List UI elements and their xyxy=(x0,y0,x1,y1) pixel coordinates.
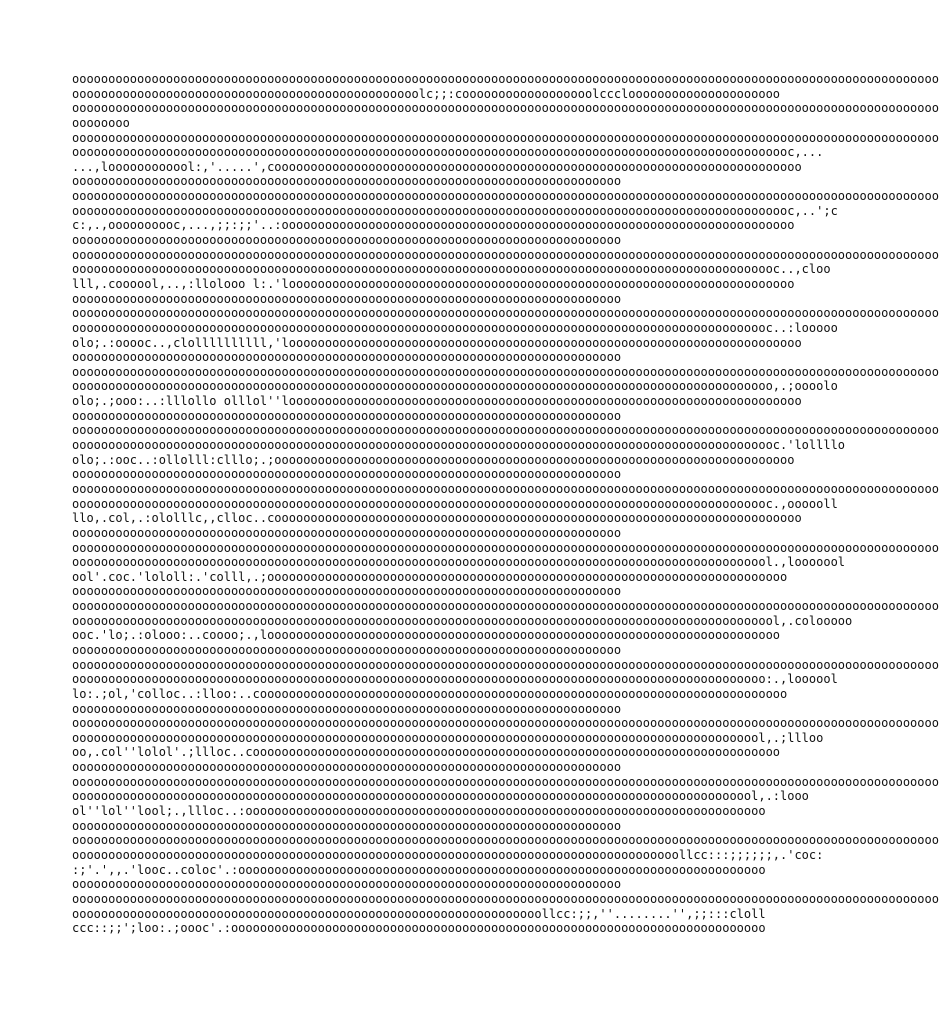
text-line: oooooooooooooooooooooooooooooooooooooooooooooooooooooooooooooooooooooooooooooooooooooooooooooooooc.'lollllo xyxy=(72,438,846,453)
text-line: ooooooooooooooooooooooooooooooooooooooooooooooooooooooooooooooooooooooooooooooooooooooooooooooool.,looooool xyxy=(72,555,846,570)
text-line: oooooooooooooooooooooooooooooooooooooooooooooooooooooooooooooooooooooooooooooooooooooooooooooooooooooooooooooooooooooooo xyxy=(72,540,939,555)
text-line: oooooooooooooooooooooooooooooooooooooooooooooooooooooooooooooooooooooooooooooooooooooooooooooooooooooooooooooooooooooooo xyxy=(72,716,939,731)
text-line: oooooooooooooooooooooooooooooooooooooooooooooooooooooooooooooooooooooooooooooooooooooooooooooooooooooooooooooooooooooooo xyxy=(72,130,939,145)
text-line: oooooooooooooooooooooooooooooooooooooooooooooooooooooooooooooooooooooooooooo xyxy=(72,291,622,306)
text-line: :;'.',,.'looc..coloc'.:ooooooooooooooooooooooooooooooooooooooooooooooooooooooooooooooooooooooooo xyxy=(72,862,766,877)
text-line: oooooooooooooooooooooooooooooooooooooooooooooooooooooooooooooooooooooooooooooooooooollcc:::;;;;;;,.'coc: xyxy=(72,847,824,862)
text-line: oooooooooooooooooooooooooooooooooooooooooooooooooooooooooooooooooooooooooooooooooooooooooooooooooooc,..';c xyxy=(72,203,838,218)
text-line: ooooooooooooooooooooooooooooooooooooooooooooooooooooooooooooooooooooooooooooooooooooooooooooooooc.,oooooll xyxy=(72,496,838,511)
text-line: oooooooooooooooooooooooooooooooooooooooooooooooooooooooooooooooooooooooooooooooooooooooooooooooooooooooooooooooooooooooo xyxy=(72,481,939,496)
text-line: oooooooooooooooooooooooooooooooooooooooooooooooooooooooooooooooooooooooooooooooooooooooooooooooooc..,cloo xyxy=(72,262,831,277)
text-line: oooooooooooooooooooooooooooooooooooooooooooooooooooooooooooooooooooooooooooo xyxy=(72,525,622,540)
text-line: oooooooooooooooooooooooooooooooooooooooooooooooooooooooooooooooooooooooooooooooooooooooooooooooool,.colooooo xyxy=(72,613,853,628)
text-line: ooooooooooooooooooooooooooooooooooooooooooooooooooooooooooooooooollcc:;;,''........'',;;:::cloll xyxy=(72,906,766,921)
text-line: oooooooooooooooooooooooooooooooooooooooooooooooooooooooooooooooooooooooooooooooooooooooooooooooooooooooooooooooooooooooo xyxy=(72,599,939,614)
text-line: oooooooooooooooooooooooooooooooooooooooooooooooooooooooooooooooooooooooooooo xyxy=(72,642,622,657)
text-line: oooooooooooooooooooooooooooooooooooooooooooooooooooooooooooooooooooooooooooo xyxy=(72,233,622,248)
text-line: olo;.;ooo:..:lllollo olllol''looooooooooooooooooooooooooooooooooooooooooooooooooooooooooooooooooooooo xyxy=(72,394,802,409)
text-line: lll,.coooool,..,:llolooo l:.'loooooooooooooooooooooooooooooooooooooooooooooooooooooooooooooooooooooo xyxy=(72,276,795,291)
text-line: oooooooooooooooooooooooooooooooooooooooooooooooooooooooooooooooooooooooooooooooooooooooooooooooooooooooooooooooooooooooo xyxy=(72,774,939,789)
text-line: oooooooooooooooooooooooooooooooooooooooooooooooooooooooooooooooooooooooooooooooooooooooooooooooooooooooooooooooooooooooo xyxy=(72,101,939,116)
text-line: oooooooooooooooooooooooooooooooooooooooooooooooooooooooooooooooooooooooooooo xyxy=(72,350,622,365)
text-line: oooooooooooooooooooooooooooooooooooooooooooooooooooooooooooooooooooooooooooooooooooooooooooooooo:.,loooool xyxy=(72,672,838,687)
text-line: oooooooooooooooooooooooooooooooooooooooooooooooooooooooooooooooooooooooooooooooooooooooooooooooooooc,... xyxy=(72,145,824,160)
text-line: oooooooooooooooooooooooooooooooooooooooooooooooooooooooooooooooooooooooooooooooooooooooooooooooooooooooooooooooooooooooo xyxy=(72,247,939,262)
text-line: oooooooooooooooooooooooooooooooooooooooooooooooooooooooooooooooooooooooooooooooooooooooooooooooooooooooooooooooooooooooo xyxy=(72,657,939,672)
text-line: oooooooooooooooooooooooooooooooooooooooooooooooooooooooooooooooooooooooooooooooooooooooooooooool,.;llloo xyxy=(72,730,824,745)
text-line: oooooooooooooooooooooooooooooooooooooooooooooooooooooooooooooooooooooooooooo xyxy=(72,760,622,775)
text-line: oo,.col''lolol'.;llloc..cooooooooooooooooooooooooooooooooooooooooooooooooooooooooooooooooooooooooo xyxy=(72,745,781,760)
text-line: llo,.col,.:ololllc,,clloc..cooooooooooooooooooooooooooooooooooooooooooooooooooooooooooooooooooooooooo xyxy=(72,511,802,526)
text-line: oooooooooooooooooooooooooooooooooooooooooooooooooooooooooooooooooooooooooooooooooooooooooooooooooooooooooooooooooooooooo xyxy=(72,423,939,438)
text-line: ol''lol''lool;.,llloc..:oooooooooooooooooooooooooooooooooooooooooooooooooooooooooooooooooooooooo xyxy=(72,804,766,819)
text-line: ooooooooooooooooooooooooooooooooooooooooooooooooooooooooooooooooooooooooooooooooooooooooooooool,.:looo xyxy=(72,789,809,804)
text-line: oooooooooooooooooooooooooooooooooooooooooooooooooooooooooooooooooooooooooooo xyxy=(72,701,622,716)
text-line: ccc::;;';loo:.;oooc'.:oooooooooooooooooooooooooooooooooooooooooooooooooooooooooooooooooooooooooo xyxy=(72,921,766,936)
text-line: oooooooooooooooooooooooooooooooooooooooooooooooooooooooooooooooooooooooooooo xyxy=(72,467,622,482)
text-line: ooooooooooooooooooooooooooooooooooooooooooooooooooooooooooooooooooooooooooooooooooooooooooooooooo,.;oooolo xyxy=(72,379,838,394)
text-line: oooooooooooooooooooooooooooooooooooooooooooooooolc;;:coooooooooooooooooolccclooooooooooooooooooooo xyxy=(72,86,781,101)
text-line: oooooooooooooooooooooooooooooooooooooooooooooooooooooooooooooooooooooooooooo xyxy=(72,408,622,423)
text-line: lo:.;ol,'colloc..:lloo:..cooooooooooooooooooooooooooooooooooooooooooooooooooooooooooooooooooooooooo xyxy=(72,686,788,701)
text-line: ooooooooooooooooooooooooooooooooooooooooooooooooooooooooooooooooooooooooooooooooooooooooooooooooc..:looooo xyxy=(72,320,838,335)
text-line: ooc.'lo;.:olooo:..coooo;.,looooooooooooooooooooooooooooooooooooooooooooooooooooooooooooooooooooooo xyxy=(72,628,781,643)
text-line: oooooooooooooooooooooooooooooooooooooooooooooooooooooooooooooooooooooooooooooooooooooooooooooooooooooooooooooooooooooooo xyxy=(72,72,939,86)
text-line: oooooooooooooooooooooooooooooooooooooooooooooooooooooooooooooooooooooooooooo xyxy=(72,584,622,599)
text-line: oooooooooooooooooooooooooooooooooooooooooooooooooooooooooooooooooooooooooooo xyxy=(72,818,622,833)
text-line: olo;.:ooooc..,clollllllllll,'looooooooooooooooooooooooooooooooooooooooooooooooooooooooooooooooooooooo xyxy=(72,335,802,350)
text-line: ool'.coc.'lololl:.'colll,.;oooooooooooooooooooooooooooooooooooooooooooooooooooooooooooooooooooooooo xyxy=(72,569,788,584)
text-line: oooooooooooooooooooooooooooooooooooooooooooooooooooooooooooooooooooooooooooooooooooooooooooooooooooooooooooooooooooooooo xyxy=(72,189,939,204)
text-line: c:,.,oooooooooc,...,;;:;;'..:ooooooooooooooooooooooooooooooooooooooooooooooooooooooooooooooooooooooo xyxy=(72,218,795,233)
text-line: oooooooooooooooooooooooooooooooooooooooooooooooooooooooooooooooooooooooooooo xyxy=(72,174,622,189)
ascii-art-document xyxy=(72,72,939,936)
text-line: ...,loooooooooool:,'.....',cooooooooooooooooooooooooooooooooooooooooooooooooooooooooooooooooooooooooo xyxy=(72,159,802,174)
text-line: oooooooooooooooooooooooooooooooooooooooooooooooooooooooooooooooooooooooooooooooooooooooooooooooooooooooooooooooooooooooo xyxy=(72,306,939,321)
text-line: oooooooooooooooooooooooooooooooooooooooooooooooooooooooooooooooooooooooooooooooooooooooooooooooooooooooooooooooooooooooo xyxy=(72,891,939,906)
text-line: olo;.:ooc..:ollolll:clllo;.;oooooooooooooooooooooooooooooooooooooooooooooooooooooooooooooooooooooooo xyxy=(72,452,795,467)
text-line: oooooooo xyxy=(72,115,130,130)
text-line: oooooooooooooooooooooooooooooooooooooooooooooooooooooooooooooooooooooooooooooooooooooooooooooooooooooooooooooooooooooooo xyxy=(72,364,939,379)
text-line: oooooooooooooooooooooooooooooooooooooooooooooooooooooooooooooooooooooooooooooooooooooooooooooooooooooooooooooooooooooooo xyxy=(72,833,939,848)
text-line: oooooooooooooooooooooooooooooooooooooooooooooooooooooooooooooooooooooooooooo xyxy=(72,877,622,892)
